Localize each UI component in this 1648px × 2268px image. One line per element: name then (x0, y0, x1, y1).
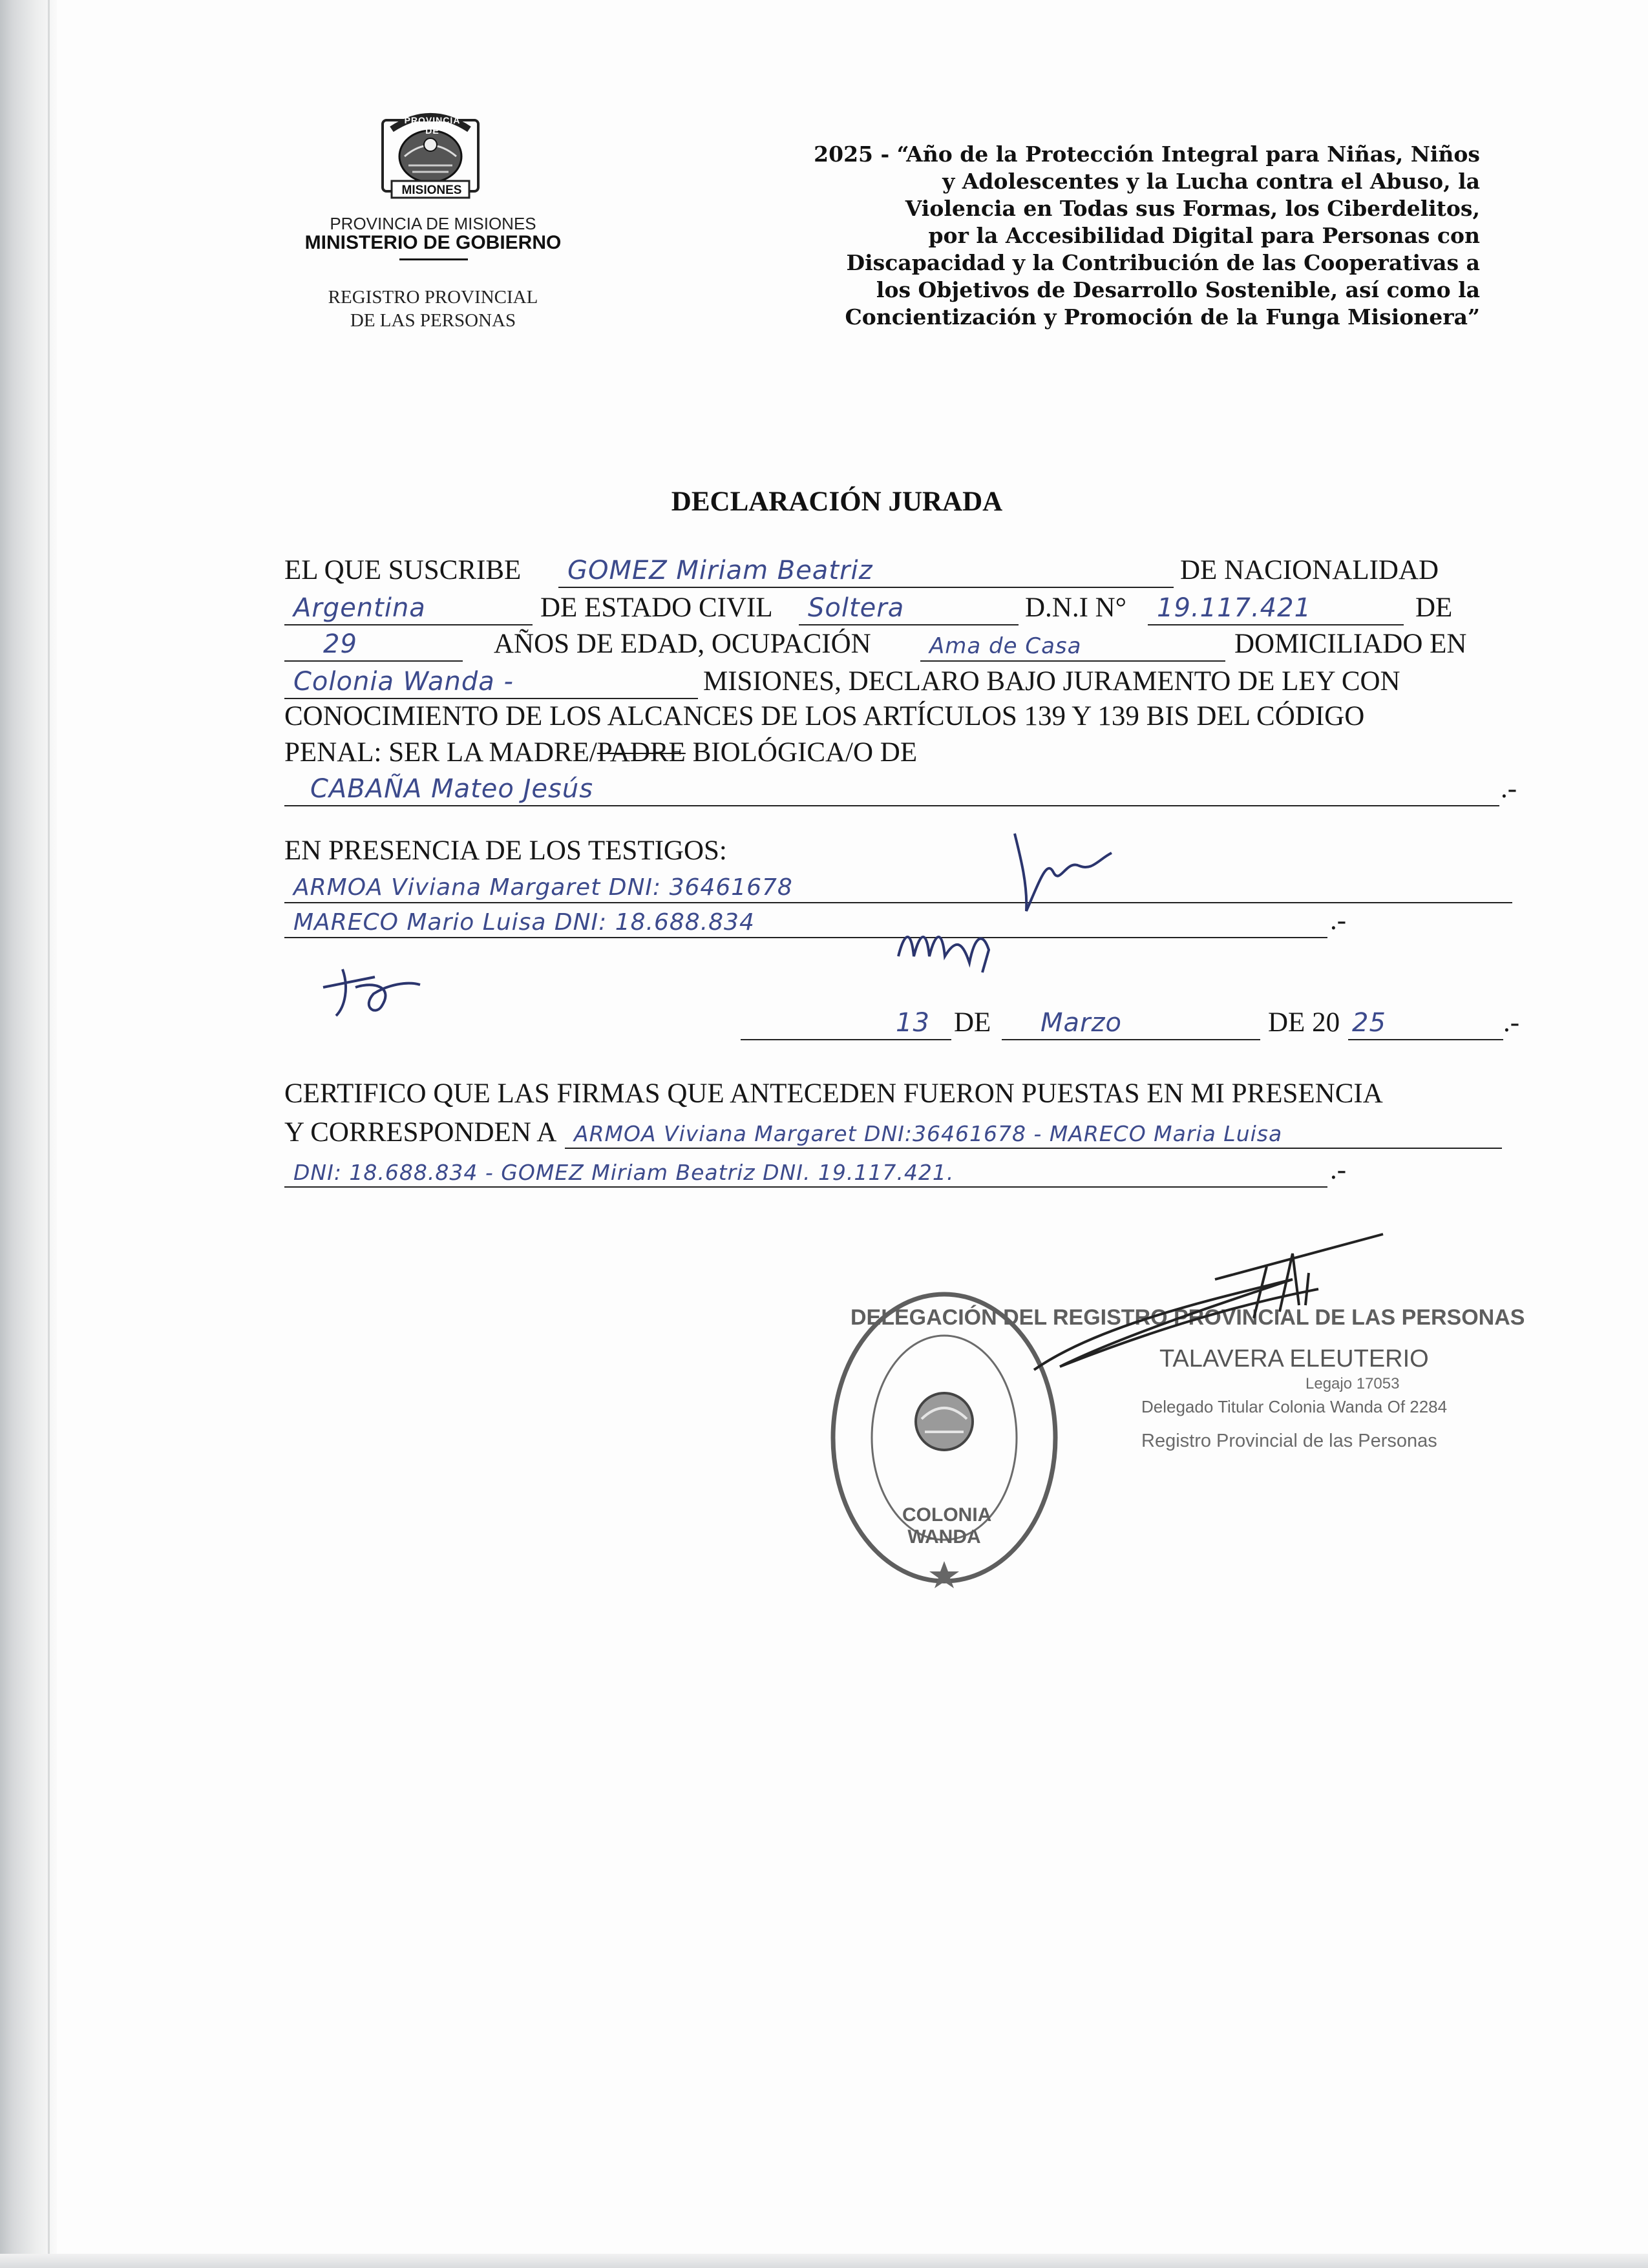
seal-outer-text: DELEGACIÓN DEL REGISTRO PROVINCIAL DE LAS PERSONAS (850, 1305, 1525, 1330)
label-penal (284, 737, 917, 768)
value-nationality: Argentina (293, 593, 426, 623)
motto-line: 2025 - “Año de la Protección Integral para Niñas, Niños (814, 142, 1480, 167)
label-penal-suffix: BIOLÓGICA/O DE (692, 737, 918, 768)
motto-line: Concientización y Promoción de la Funga Misionera” (845, 304, 1480, 330)
header-registry-line1: REGISTRO PROVINCIAL (328, 287, 538, 308)
document-title: DECLARACIÓN JURADA (671, 487, 1003, 517)
header-divider (399, 258, 468, 260)
seal-inner-text: COLONIA WANDA (902, 1504, 992, 1548)
label-dni: D.N.I N° (1025, 593, 1126, 623)
value-witness-1: ARMOA Viviana Margaret DNI: 36461678 (293, 874, 793, 901)
label-testigos: EN PRESENCIA DE LOS TESTIGOS: (284, 835, 727, 866)
official-legajo: Legajo 17053 (1305, 1375, 1400, 1392)
label-de-year: DE 20 (1268, 1007, 1340, 1038)
header-ministry: MINISTERIO DE GOBIERNO (304, 232, 562, 253)
line-end-mark: .- (1330, 905, 1347, 936)
label-de: DE (1415, 593, 1453, 623)
motto-line: Discapacidad y la Contribución de las Cooperativas a (846, 250, 1480, 275)
field-occupation (920, 628, 1225, 662)
value-age: 29 (323, 629, 357, 659)
value-certified-1: ARMOA Viviana Margaret DNI:36461678 - MARECO Maria Luisa (574, 1121, 1283, 1146)
value-civil-status: Soltera (808, 593, 905, 623)
label-domiciliado: DOMICILIADO EN (1234, 629, 1467, 659)
field-nationality (284, 592, 533, 625)
label-el-que-suscribe: EL QUE SUSCRIBE (284, 555, 522, 585)
field-age (284, 628, 463, 662)
motto-line: Violencia en Todas sus Formas, los Ciberdelitos, (905, 196, 1480, 221)
value-address: Colonia Wanda - (293, 667, 514, 697)
motto-line: por la Accesibilidad Digital para Personas con (928, 223, 1480, 248)
header-province: PROVINCIA DE MISIONES (330, 214, 536, 233)
field-address (284, 666, 698, 699)
label-padre-struck: PADRE (597, 737, 686, 768)
value-year: 25 (1352, 1008, 1386, 1038)
field-year (1348, 1007, 1503, 1040)
motto-line: y Adolescentes y la Lucha contra el Abuso, la (942, 169, 1480, 194)
label-corresponden: Y CORRESPONDEN A (284, 1117, 557, 1148)
line-end-mark: .- (1330, 1155, 1347, 1185)
line-end-mark: .- (1503, 1007, 1520, 1038)
scan-edge-line (48, 0, 50, 2268)
label-certifico: CERTIFICO QUE LAS FIRMAS QUE ANTECEDEN FUERON PUESTAS EN MI PRESENCIA (284, 1078, 1383, 1109)
header-registry-line2: DE LAS PERSONAS (350, 310, 516, 331)
field-civil-status (799, 592, 1019, 625)
witness-1-signature-icon (995, 821, 1125, 924)
field-name (558, 554, 1174, 588)
field-certified-1 (565, 1115, 1502, 1149)
official-role: Delegado Titular Colonia Wanda Of 2284 (1141, 1397, 1448, 1416)
official-name: TALAVERA ELEUTERIO (1159, 1345, 1429, 1372)
value-name: GOMEZ Miriam Beatriz (567, 556, 873, 585)
value-child-name: CABAÑA Mateo Jesús (310, 774, 594, 804)
field-witness-2 (284, 905, 1327, 938)
field-child-name (284, 773, 1499, 806)
field-dni (1148, 592, 1404, 625)
label-conocimiento: CONOCIMIENTO DE LOS ALCANCES DE LOS ARTÍCULOS 139 Y 139 BIS DEL CÓDIGO (284, 701, 1365, 731)
line-end-mark: .- (1501, 773, 1517, 804)
witness-2-signature-icon (892, 918, 1008, 976)
value-month: Marzo (1041, 1008, 1122, 1038)
field-witness-1 (284, 870, 1512, 903)
signer-signature-icon (317, 961, 433, 1020)
field-month (1002, 1007, 1260, 1040)
crest-bottom-text: MISIONES (401, 184, 462, 197)
motto-line: los Objetivos de Desarrollo Sostenible, así como la (876, 277, 1480, 302)
label-misiones-declaro: MISIONES, DECLARO BAJO JURAMENTO DE LEY CON (703, 666, 1400, 697)
label-estado-civil: DE ESTADO CIVIL (540, 593, 773, 623)
label-de-month: DE (954, 1007, 991, 1038)
value-occupation: Ama de Casa (929, 633, 1082, 659)
scan-bottom-edge (0, 2254, 1648, 2268)
value-dni: 19.117.421 (1157, 593, 1312, 623)
value-witness-2: MARECO Mario Luisa DNI: 18.688.834 (293, 909, 755, 936)
official-office: Registro Provincial de las Personas (1141, 1431, 1437, 1451)
label-anos-ocupacion: AÑOS DE EDAD, OCUPACIÓN (494, 629, 871, 659)
label-nacionalidad: DE NACIONALIDAD (1180, 555, 1439, 585)
value-day: 13 (896, 1008, 930, 1038)
field-day (741, 1007, 951, 1040)
field-certified-2 (284, 1154, 1327, 1188)
label-penal-prefix: PENAL: SER LA MADRE/ (284, 737, 597, 768)
year-motto (724, 141, 1480, 331)
crest-top-text: PROVINCIA DE (404, 115, 461, 136)
value-certified-2: DNI: 18.688.834 - GOMEZ Miriam Beatriz DNI. 19.117.421. (293, 1160, 955, 1185)
